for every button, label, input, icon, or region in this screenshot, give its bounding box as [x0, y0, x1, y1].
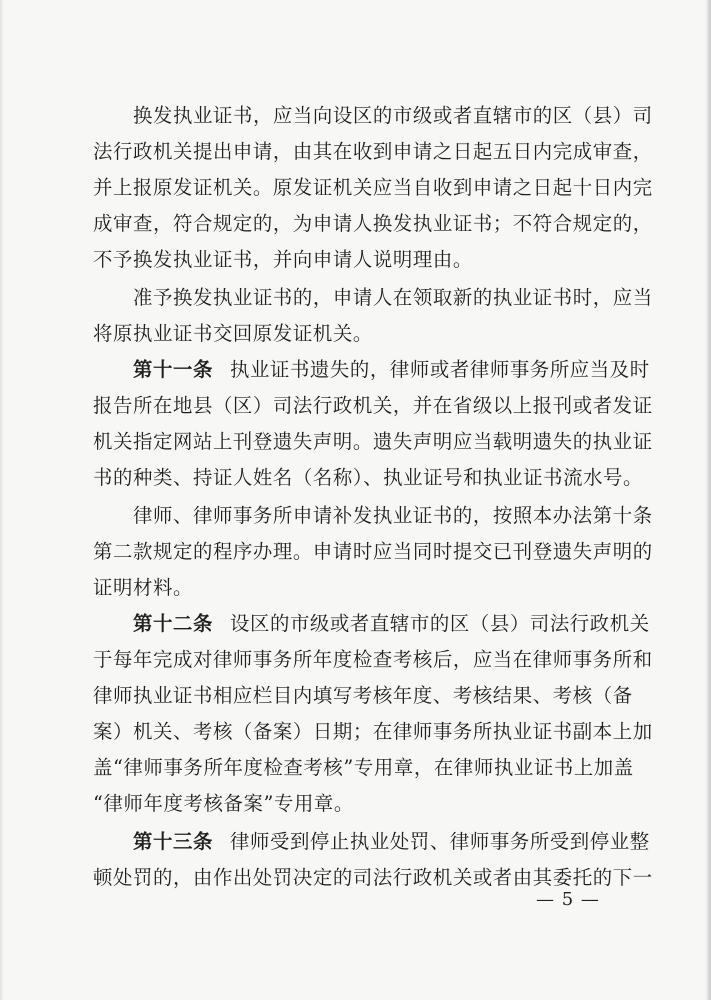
- article-text: 执业证书遗失的，律师或者律师事务所应当及时: [229, 358, 650, 381]
- body-text-line: 盖“律师事务所年度检查考核”专用章，在律师执业证书上加盖: [93, 756, 634, 779]
- page-edge-right: [705, 0, 711, 1000]
- article-heading: 第十三条: [133, 830, 213, 853]
- article-heading: 第十一条: [133, 358, 213, 381]
- body-text-line: 报告所在地县（区）司法行政机关，并在省级以上报刊或者发证: [93, 394, 653, 417]
- body-text-line: 将原执业证书交回原发证机关。: [93, 322, 373, 345]
- article-text: 设区的市级或者直辖市的区（县）司法行政机关: [229, 612, 650, 635]
- body-text-line: 机关指定网站上刊登遗失声明。遗失声明应当载明遗失的执业证: [93, 430, 653, 453]
- body-text-line: 换发执业证书，应当向设区的市级或者直辖市的区（县）司: [133, 104, 653, 127]
- article-text: 律师受到停止执业处罚、律师事务所受到停业整: [229, 830, 650, 853]
- body-text-line: 律师执业证书相应栏目内填写考核年度、考核结果、考核（备: [93, 684, 633, 707]
- body-text-line: 第二款规定的程序办理。申请时应当同时提交已刊登遗失声明的: [93, 540, 653, 563]
- body-text-line: 不予换发执业证书，并向申请人说明理由。: [93, 248, 473, 271]
- body-text-line: 证明材料。: [93, 576, 193, 599]
- page-edge-left: [0, 0, 4, 1000]
- page-number: — 5 —: [536, 889, 600, 910]
- body-text-line: 准予换发执业证书的，申请人在领取新的执业证书时，应当: [133, 286, 653, 309]
- body-text-line: 律师、律师事务所申请补发执业证书的，按照本办法第十条: [133, 504, 653, 527]
- article-11-first-line: [133, 357, 650, 383]
- body-text-line: 于每年完成对律师事务所年度检查考核后，应当在律师事务所和: [93, 648, 653, 671]
- body-text-line: 法行政机关提出申请，由其在收到申请之日起五日内完成审查，: [93, 140, 653, 163]
- body-text-line: 案）机关、考核（备案）日期；在律师事务所执业证书副本上加: [93, 720, 653, 743]
- article-12-first-line: [133, 611, 650, 637]
- body-text-line: 书的种类、持证人姓名（名称）、执业证号和执业证书流水号。: [93, 466, 644, 489]
- article-heading: 第十二条: [133, 612, 213, 635]
- body-text-line: 成审查，符合规定的，为申请人换发执业证书；不符合规定的，: [93, 212, 653, 235]
- body-text-line: 并上报原发证机关。原发证机关应当自收到申请之日起十日内完: [93, 176, 653, 199]
- article-13-first-line: [133, 829, 650, 855]
- body-text-line: 顿处罚的，由作出处罚决定的司法行政机关或者由其委托的下一: [93, 866, 653, 889]
- body-text-line: “律师年度考核备案”专用章。: [93, 792, 354, 815]
